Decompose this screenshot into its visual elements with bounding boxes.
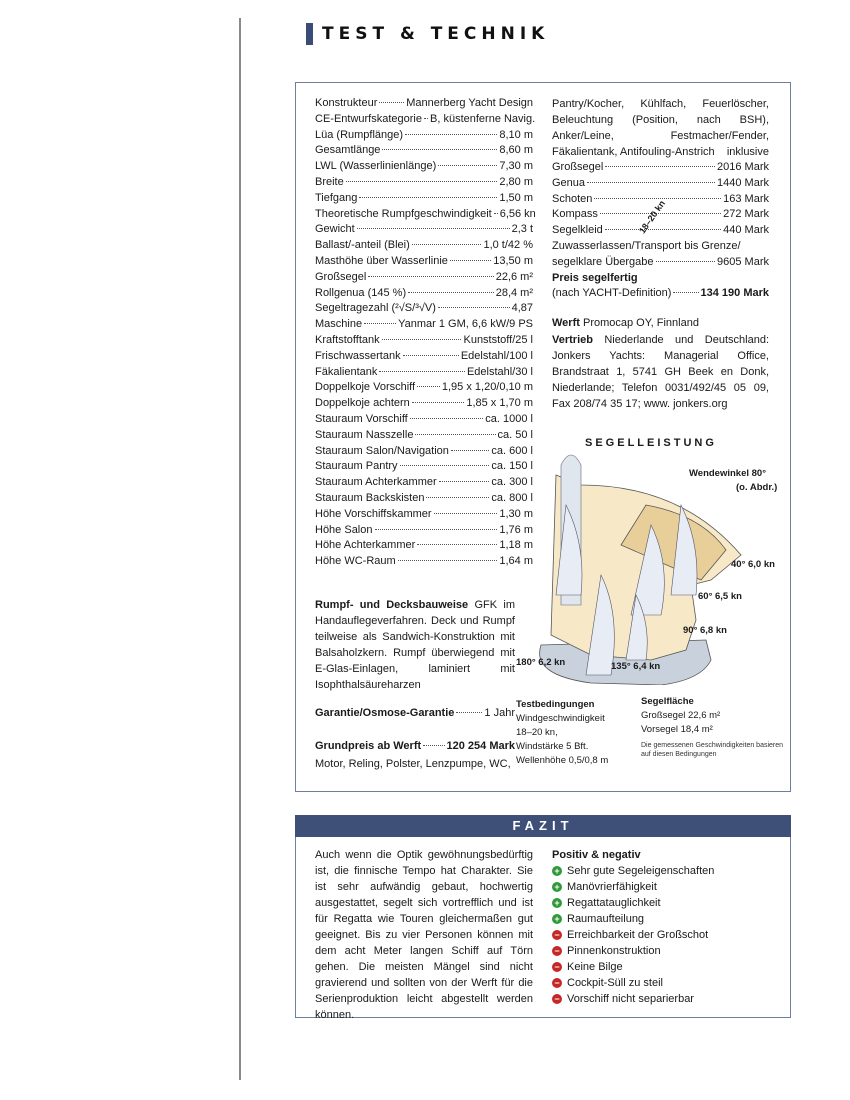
performance-title: SEGELLEISTUNG <box>585 437 717 449</box>
plus-icon: + <box>552 898 562 908</box>
spec-row: Gewicht 2,3 t <box>315 223 533 236</box>
spec-row: Gesamtlänge 8,60 m <box>315 144 533 157</box>
spec-row: Höhe Achterkammer 1,18 m <box>315 539 533 552</box>
minus-icon: − <box>552 978 562 988</box>
spec-row: Stauraum Vorschiff ca. 1000 l <box>315 412 533 425</box>
spec-row: Maschine Yanmar 1 GM, 6,6 kW/9 PS <box>315 318 533 331</box>
sales-paragraph: Vertrieb Niederlande und Deutschland: Jonkers Yachts: Managerial Office, Brandstraat 1, 5741 GH Beek en Donk, Niederlande; Telefon 0031/492/45 05 09, Fax 208/74 35 17; www. jonkers.org <box>552 333 769 410</box>
test-line: 18–20 kn, <box>516 727 558 738</box>
section-title: TEST & TECHNIK <box>322 24 550 44</box>
spec-row: Theoretische Rumpfgeschwindigkeit 6,56 kn <box>315 207 536 220</box>
transport-row: segelklare Übergabe 9605 Mark <box>552 255 769 268</box>
negative-item: − Vorschiff nicht separierbar <box>552 991 782 1007</box>
spec-row: Segeltragezahl (²√S/³√V) 4,87 <box>315 302 533 315</box>
spec-row: Höhe WC-Raum 1,64 m <box>315 555 533 568</box>
spec-row: CE-Entwurfskategorie B, küstenferne Navig. <box>315 112 536 125</box>
tack-note: (o. Abdr.) <box>736 482 778 493</box>
page-margin-rule <box>239 18 241 1080</box>
sail-line: Großsegel 22,6 m² <box>641 710 721 721</box>
negative-item: − Keine Bilge <box>552 959 782 975</box>
positive-item: + Manövrierfähigkeit <box>552 879 782 895</box>
positive-item: + Regattatauglichkeit <box>552 895 782 911</box>
spec-row: Stauraum Pantry ca. 150 l <box>315 460 533 473</box>
speed-label: 135° 6,4 kn <box>611 661 661 672</box>
positive-item: + Raumaufteilung <box>552 911 782 927</box>
fazit-box <box>295 837 791 1021</box>
spec-row: Fäkalientank Edelstahl/30 l <box>315 365 533 378</box>
spec-row: Höhe Salon 1,76 m <box>315 523 533 536</box>
spec-list <box>315 96 536 570</box>
spec-row: Ballast/-anteil (Blei) 1,0 t/42 % <box>315 239 533 252</box>
spec-row: Segelkleid 440 Mark <box>552 224 769 237</box>
spec-row: Stauraum Achterkammer ca. 300 l <box>315 476 533 489</box>
ready-price-row: (nach YACHT-Definition) 134 190 Mark <box>552 287 769 300</box>
spec-row: Höhe Vorschiffskammer 1,30 m <box>315 507 533 520</box>
test-line: Windgeschwindigkeit <box>516 713 605 724</box>
test-line: Windstärke 5 Bft. <box>516 741 589 752</box>
spec-row: Stauraum Backskisten ca. 800 l <box>315 491 533 504</box>
spec-row: Tiefgang 1,50 m <box>315 191 533 204</box>
spec-row: Kompass 272 Mark <box>552 208 769 221</box>
construction-text: GFK im Handauflegeverfahren. Deck und Rumpf teilweise als Sandwich-Konstruktion mit Balsaholzkern. Rumpf überwiegend mit E-Glas-Einlagen, laminiert mit Isophthalsäureharzen <box>315 599 515 691</box>
minus-icon: − <box>552 946 562 956</box>
ready-price-title: Preis segelfertig <box>552 271 638 284</box>
plus-icon: + <box>552 866 562 876</box>
spec-box <box>295 82 791 792</box>
spec-row: Konstrukteur Mannerberg Yacht Design <box>315 97 533 109</box>
header-accent-bar <box>306 23 313 45</box>
spec-row: Stauraum Salon/Navigation ca. 600 l <box>315 444 533 457</box>
base-price-row: Grundpreis ab Werft 120 254 Mark <box>315 740 515 752</box>
negative-item: − Cockpit-Süll zu steil <box>552 975 782 991</box>
standard-equipment-text: Pantry/Kocher, Kühlfach, Feuerlöscher, Beleuchtung (Position, nach BSH), Anker/Leine, Festmacher/Fender, Fäkalientank, Antifouling-Anstrich inklusive <box>552 98 769 158</box>
sail-area: Segelfläche Großsegel 22,6 m² Vorsegel 18,4 m² Die gemessenen Geschwindigkeiten basieren auf diesen Bedingungen <box>641 695 791 759</box>
section-header <box>306 22 549 46</box>
spec-row: Lüa (Rumpflänge) 8,10 m <box>315 128 533 141</box>
test-line: Wellenhöhe 0,5/0,8 m <box>516 755 609 766</box>
base-price-text: Motor, Reling, Polster, Lenzpumpe, WC, <box>315 758 511 770</box>
equipment-column <box>552 96 769 412</box>
negative-item: − Erreichbarkeit der Großschot <box>552 927 782 943</box>
spec-row: Rollgenua (145 %) 28,4 m² <box>315 286 533 299</box>
construction-paragraph <box>315 597 515 693</box>
speed-label: 90° 6,8 kn <box>683 625 727 636</box>
fazit-text: Auch wenn die Optik gewöhnungsbedürftig ist, die finnische Tempo hat Charakter. Sie ist sehr aufwändig gebaut, hochwertig ausgestattet, segelt sich vortrefflich und ist für Regatta wie Touren gleichermaßen gut geeignet. Bis zu vier Personen können mit dem acht Meter langen Schiff auf Törn gehen. Die meisten Mängel sind nicht gravierend und sollten von der Werft für die Serienproduktion leicht abgestellt werden können. <box>315 849 533 1021</box>
pros-cons <box>552 847 782 1007</box>
plus-icon: + <box>552 914 562 924</box>
speed-label: 180° 6,2 kn <box>516 657 566 668</box>
warranty-row: Garantie/Osmose-Garantie 1 Jahr <box>315 707 515 719</box>
spec-row: Großsegel 2016 Mark <box>552 161 769 173</box>
spec-row: Großsegel 22,6 m² <box>315 270 533 283</box>
spec-row: Doppelkoje Vorschiff 1,95 x 1,20/0,10 m <box>315 381 533 394</box>
tack-angle-label: Wendewinkel 80° <box>689 468 767 479</box>
minus-icon: − <box>552 930 562 940</box>
spec-row: Kraftstofftank Kunststoff/25 l <box>315 333 533 346</box>
spec-row: Stauraum Nasszelle ca. 50 l <box>315 428 533 441</box>
test-conditions: Testbedingungen Windgeschwindigkeit 18–20 kn, Windstärke 5 Bft. Wellenhöhe 0,5/0,8 m <box>516 699 609 766</box>
speed-label: 60° 6,5 kn <box>698 591 742 602</box>
fazit-header: FAZIT <box>295 815 791 837</box>
sail-note: Die gemessenen Geschwindigkeiten basieren auf diesen Bedingungen <box>641 742 784 758</box>
negative-item: − Pinnenkonstruktion <box>552 943 782 959</box>
spec-row: LWL (Wasserlinienlänge) 7,30 m <box>315 160 533 173</box>
transport-line: Zuwasserlassen/Transport bis Grenze/ <box>552 239 741 252</box>
speed-label: 40° 6,0 kn <box>731 559 775 570</box>
spec-row: Masthöhe über Wasserlinie 13,50 m <box>315 254 533 267</box>
pros-cons-title: Positiv & negativ <box>552 849 641 861</box>
positive-item: + Sehr gute Segeleigenschaften <box>552 863 782 879</box>
spec-row: Genua 1440 Mark <box>552 176 769 189</box>
spec-row: Doppelkoje achtern 1,85 x 1,70 m <box>315 397 533 410</box>
construction-title: Rumpf- und Decksbauweise <box>315 599 469 611</box>
wind-range-label: 18–20 kn <box>637 198 668 236</box>
spec-row: Frischwassertank Edelstahl/100 l <box>315 349 533 362</box>
minus-icon: − <box>552 962 562 972</box>
minus-icon: − <box>552 994 562 1004</box>
plus-icon: + <box>552 882 562 892</box>
yard-line: Werft Promocap OY, Finnland <box>552 317 699 330</box>
spec-row: Schoten 163 Mark <box>552 192 769 205</box>
spec-row: Breite 2,80 m <box>315 175 533 188</box>
sail-line: Vorsegel 18,4 m² <box>641 724 713 735</box>
